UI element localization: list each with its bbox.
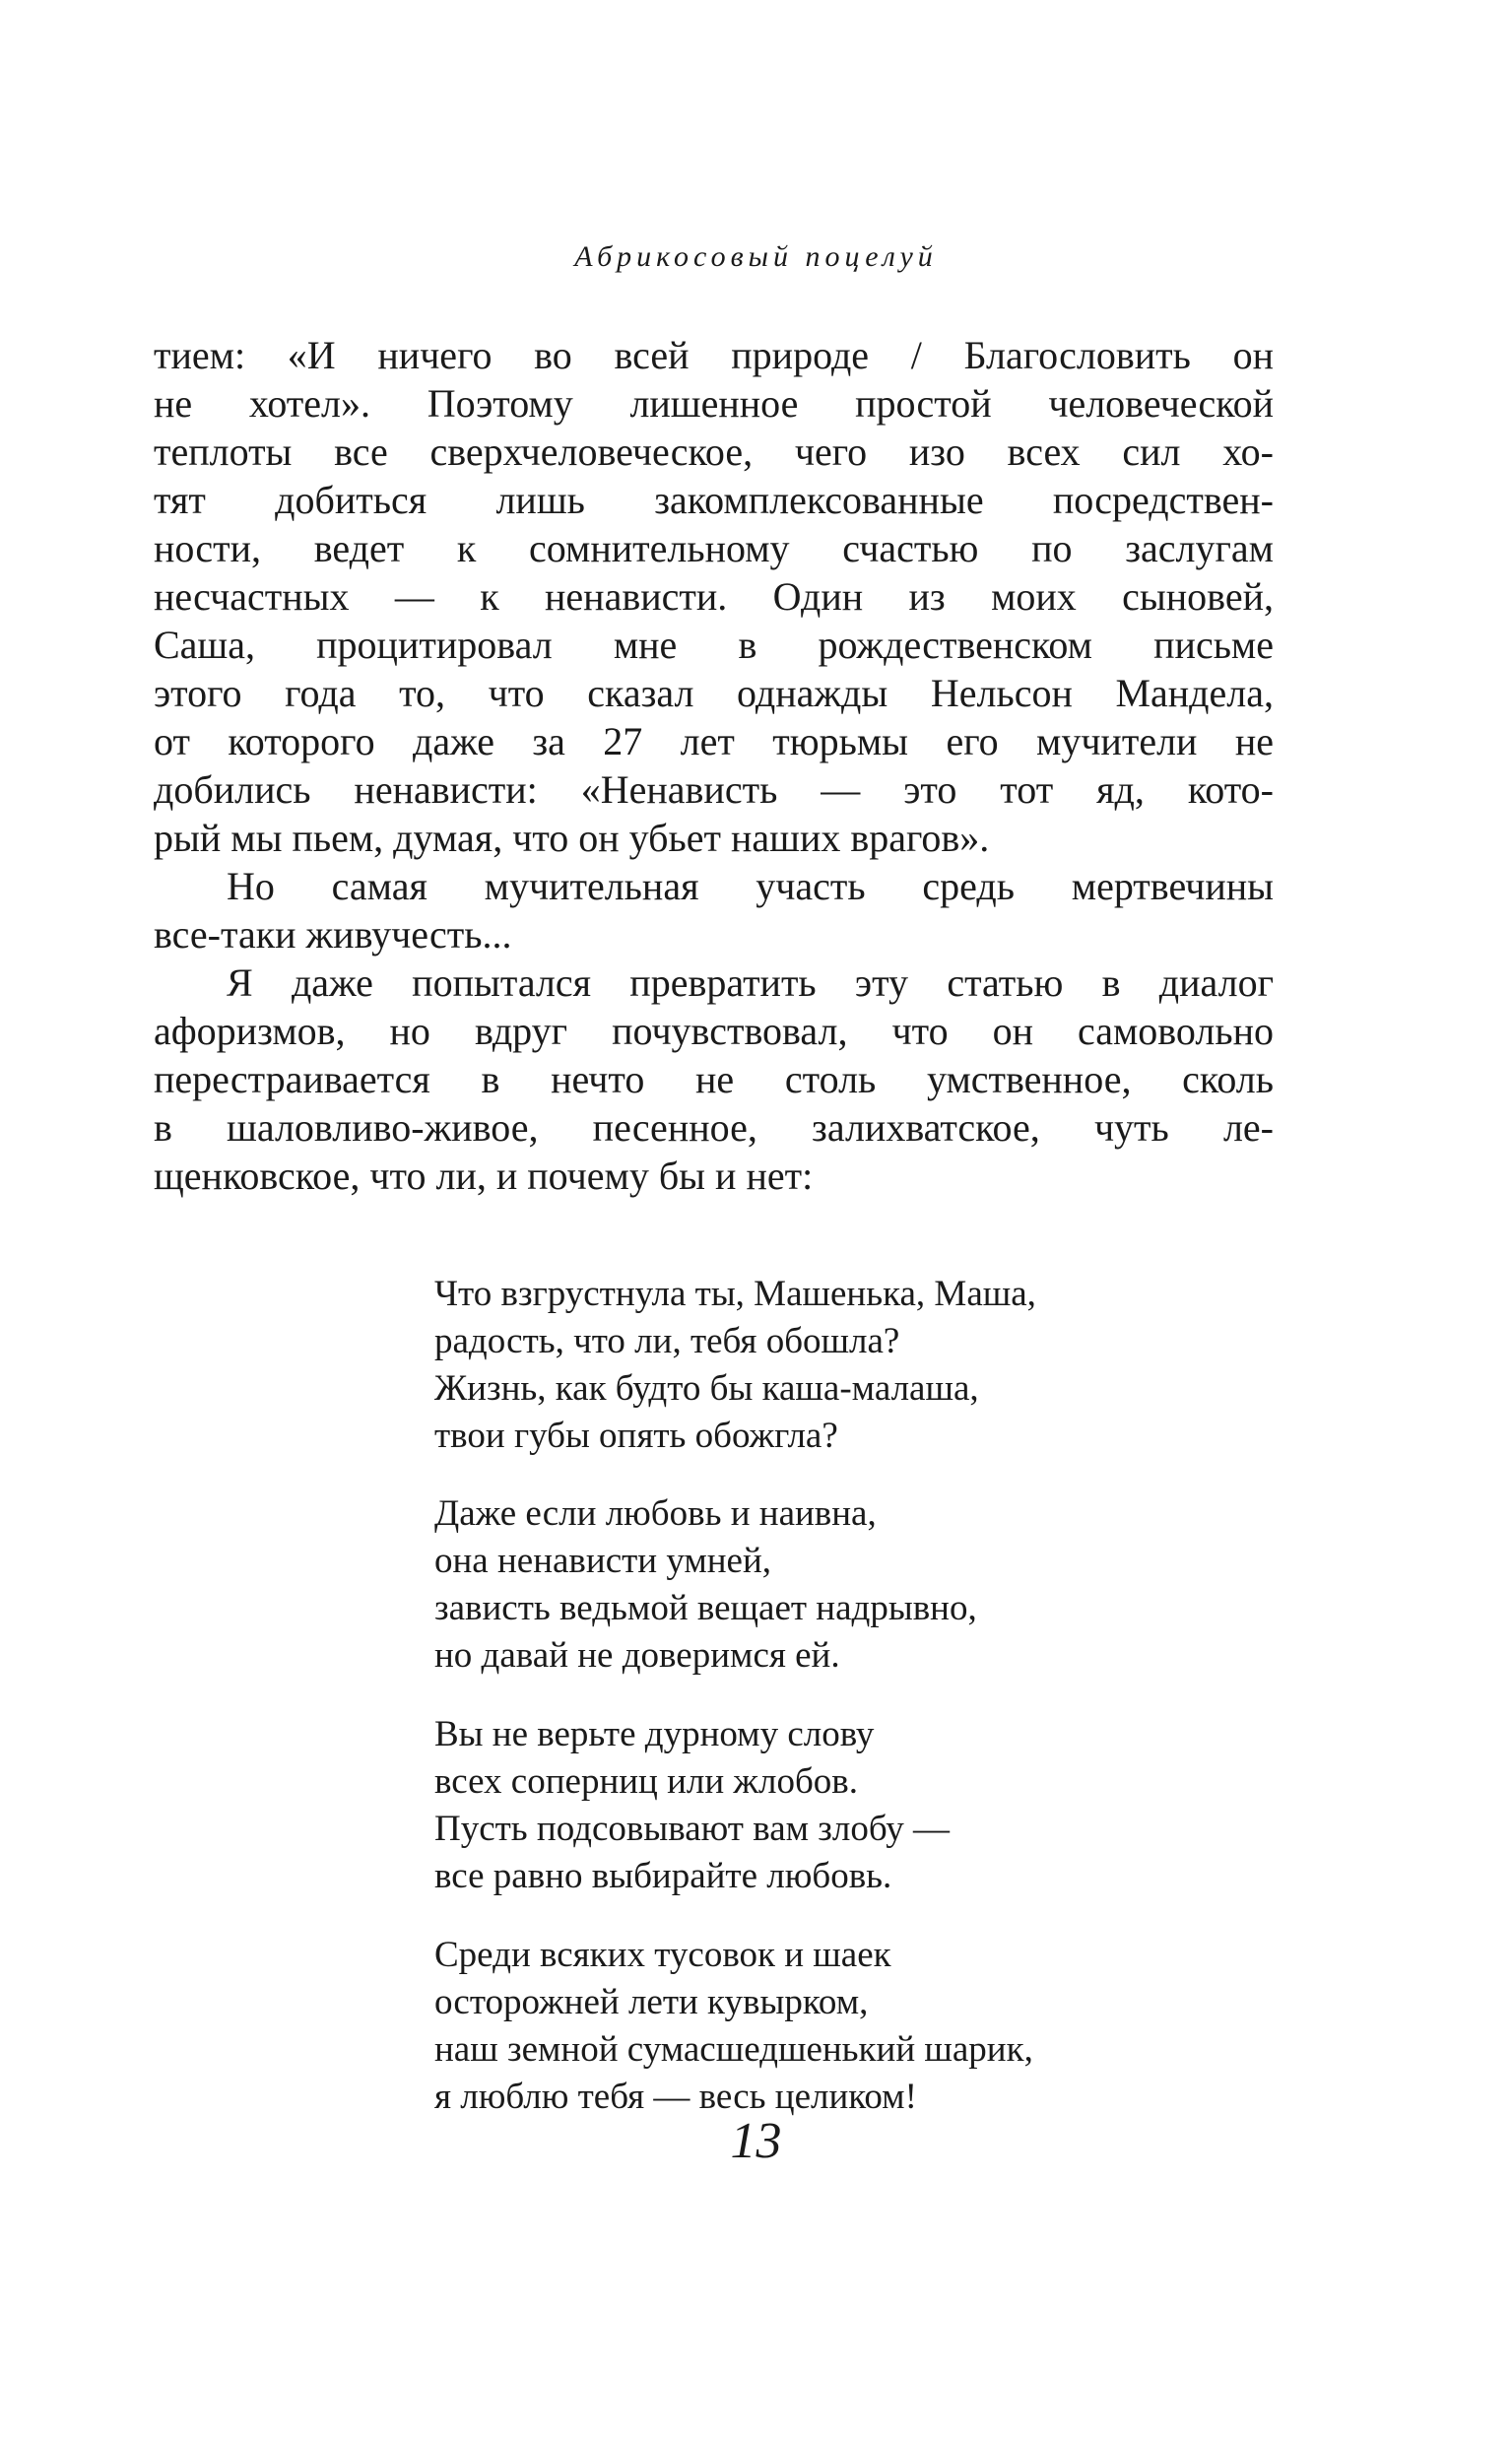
text-line: афоризмов, но вдруг почувствовал, что он самовольно <box>154 1009 1274 1053</box>
poem-line: Даже если любовь и наивна, <box>434 1493 877 1534</box>
running-head: Абрикосовый поцелуй <box>574 240 938 273</box>
text-line: в шаловливо-живое, песенное, залихватское, чуть ле- <box>154 1105 1274 1150</box>
paragraph <box>154 958 1274 1200</box>
poem-line: Жизнь, как будто бы каша-малаша, <box>434 1368 979 1409</box>
poem-line: твои губы опять обожгла? <box>434 1416 838 1456</box>
poem-line: она ненависти умней, <box>434 1541 772 1581</box>
poem-line: всех соперниц или жлобов. <box>434 1761 858 1802</box>
poem-stanza <box>434 1711 1222 1900</box>
text-line: Саша, процитировал мне в рождественском письме <box>154 623 1274 667</box>
text-line: Но самая мучительная участь средь мертвечины <box>227 864 1274 908</box>
paragraph <box>154 862 1274 958</box>
text-line: не хотел». Поэтому лишенное простой человеческой <box>154 381 1274 426</box>
body-text <box>154 331 1274 1200</box>
text-line: добились ненависти: «Ненависть — это тот яд, кото- <box>154 767 1274 812</box>
poem-line: наш земной сумасшедшенький шарик, <box>434 2029 1033 2070</box>
text-line: от которого даже за 27 лет тюрьмы его мучители не <box>154 719 1274 763</box>
text-line: этого года то, что сказал однажды Нельсон Мандела, <box>154 671 1274 715</box>
poem-line: Пусть подсовывают вам злобу — <box>434 1809 951 1849</box>
paragraph <box>154 331 1274 862</box>
poem-stanza <box>434 1271 1222 1460</box>
poem-line: зависть ведьмой вещает надрывно, <box>434 1588 977 1628</box>
poem-line: Вы не верьте дурному слову <box>434 1714 875 1754</box>
poem-line: все равно выбирайте любовь. <box>434 1856 892 1896</box>
poem-line: я люблю тебя — весь целиком! <box>434 2077 917 2117</box>
poem-line: осторожней лети кувырком, <box>434 1982 869 2022</box>
text-line: тят добиться лишь закомплексованные посредствен- <box>154 478 1274 522</box>
poem-stanza <box>434 1932 1222 2121</box>
poem-line: Среди всяких тусовок и шаек <box>434 1935 891 1975</box>
text-line: перестраивается в нечто не столь умственное, сколь <box>154 1057 1274 1101</box>
text-line: теплоты все сверхчеловеческое, чего изо всех сил хо- <box>154 429 1274 474</box>
poem-line: Что взгрустнула ты, Машенька, Маша, <box>434 1274 1036 1314</box>
text-line: все-таки живучесть... <box>154 912 512 957</box>
text-line: рый мы пьем, думая, что он убьет наших врагов». <box>154 816 990 860</box>
poem-line: но давай не доверимся ей. <box>434 1635 840 1676</box>
text-line: тием: «И ничего во всей природе / Благословить он <box>154 333 1274 377</box>
text-line: щенковское, что ли, и почему бы и нет: <box>154 1154 814 1198</box>
text-line: несчастных — к ненависти. Один из моих сыновей, <box>154 574 1274 619</box>
poem-line: радость, что ли, тебя обошла? <box>434 1321 900 1361</box>
text-line: ности, ведет к сомнительному счастью по заслугам <box>154 526 1274 570</box>
text-line: Я даже попытался превратить эту статью в диалог <box>227 960 1274 1005</box>
page-number: 13 <box>730 2113 782 2169</box>
poem-stanza <box>434 1490 1222 1680</box>
